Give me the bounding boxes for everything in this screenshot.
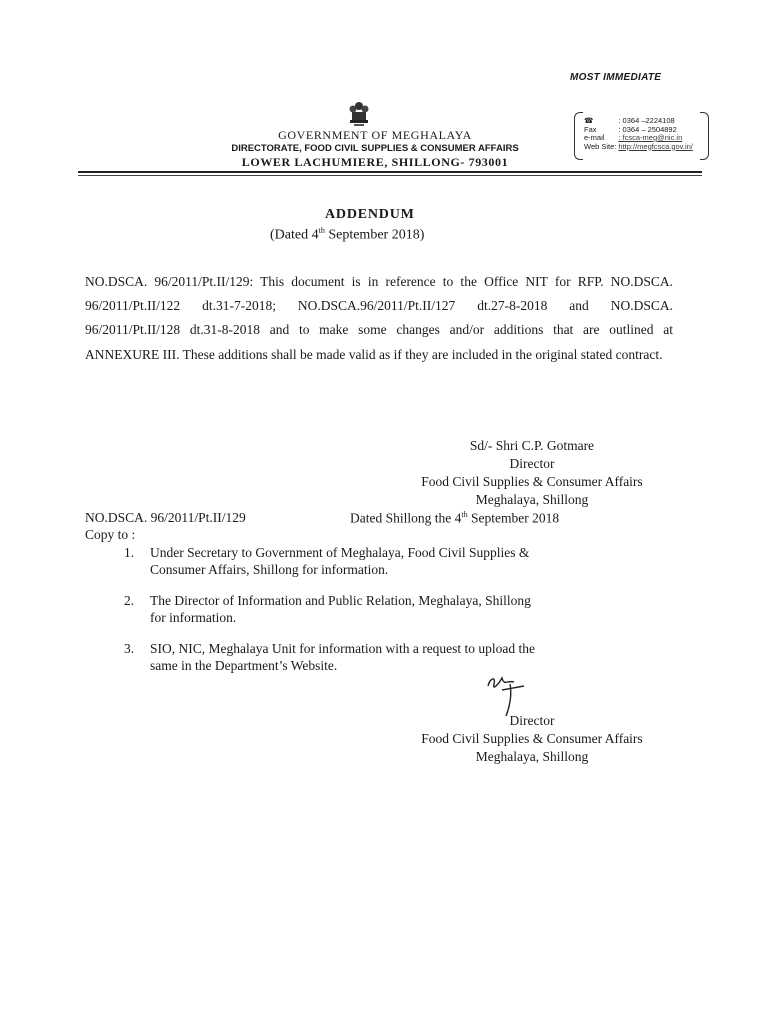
copy-item-line1: Under Secretary to Government of Meghalaya, Food Civil Supplies & xyxy=(150,545,530,560)
contact-brace-left xyxy=(574,112,583,160)
fax-label: Fax xyxy=(584,124,597,134)
header-address: LOWER LACHUMIERE, SHILLONG- 793001 xyxy=(241,155,509,169)
copy-item-line2: Consumer Affairs, Shillong for information. xyxy=(150,562,389,577)
contact-brace-right xyxy=(700,112,709,160)
reference-date-sup: th xyxy=(461,510,468,519)
phone-value: : 0364 –2224108 xyxy=(618,116,675,125)
copy-item-number: 2. xyxy=(124,593,135,608)
copy-item-line1: The Director of Information and Public Relation, Meghalaya, Shillong xyxy=(150,593,531,608)
header-divider xyxy=(78,171,702,173)
contact-block xyxy=(584,117,695,151)
signatory-name: Sd/- Shri C.P. Gotmare xyxy=(469,438,595,453)
header-divider-thin xyxy=(78,175,702,176)
copy-item-number: 3. xyxy=(124,641,135,656)
fax-value: : 0364 – 2504892 xyxy=(618,124,677,134)
copy-item-line1: SIO, NIC, Meghalaya Unit for information with a request to upload the xyxy=(150,641,536,656)
signatory-designation: Director xyxy=(509,456,555,471)
director-designation: Director xyxy=(509,713,555,728)
document-title: ADDENDUM xyxy=(325,207,415,222)
date-prefix: (Dated 4 xyxy=(270,227,319,243)
state-emblem-icon xyxy=(346,100,372,128)
copy-item-number: 1. xyxy=(124,545,135,560)
copy-to-label: Copy to : xyxy=(85,527,136,542)
copy-item-line2: same in the Department’s Website. xyxy=(150,658,338,673)
reference-line xyxy=(85,510,665,526)
email-link[interactable]: : fcsca-meg@nic.in xyxy=(618,133,683,142)
date-suffix: September 2018) xyxy=(324,227,425,243)
body-paragraph: NO.DSCA. 96/2011/Pt.II/129: This document is in reference to the Office NIT for RFP. NO.DSCA. 96/2011/Pt.II/122 dt.31-7-2018; NO.DSCA.96/2011/Pt.II/127 dt.27-8-2018 and NO.DSCA. 96/2011/Pt.II/128 dt.31-8-2018 and to make some changes and/or additions that are outlined at ANNEXURE III. These additions shall be made valid as if they are included in the original stated contract. xyxy=(85,274,673,362)
director-place: Meghalaya, Shillong xyxy=(475,749,589,764)
header-government: GOVERNMENT OF MEGHALAYA xyxy=(278,128,472,142)
website-link[interactable]: http://megfcsca.gov.in/ xyxy=(618,141,693,151)
reference-date-suffix: September 2018 xyxy=(467,510,560,526)
header-directorate: DIRECTORATE, FOOD CIVIL SUPPLIES & CONSUMER AFFAIRS xyxy=(231,143,519,154)
signatory-place: Meghalaya, Shillong xyxy=(475,492,589,507)
phone-icon: ☎ xyxy=(584,116,594,125)
reference-date xyxy=(350,510,559,527)
website-label: Web Site: xyxy=(584,141,617,151)
contact-website-row xyxy=(584,143,695,152)
director-office: Food Civil Supplies & Consumer Affairs xyxy=(421,731,643,746)
document-date xyxy=(270,226,424,244)
email-label: e-mail xyxy=(584,133,605,142)
reference-date-prefix: Dated Shillong the 4 xyxy=(350,510,462,526)
copy-item-line2: for information. xyxy=(150,610,237,625)
date-sup: th xyxy=(318,226,325,235)
signatory-office: Food Civil Supplies & Consumer Affairs xyxy=(421,474,643,489)
priority-label: MOST IMMEDIATE xyxy=(570,72,662,83)
reference-number: NO.DSCA. 96/2011/Pt.II/129 xyxy=(85,510,246,525)
